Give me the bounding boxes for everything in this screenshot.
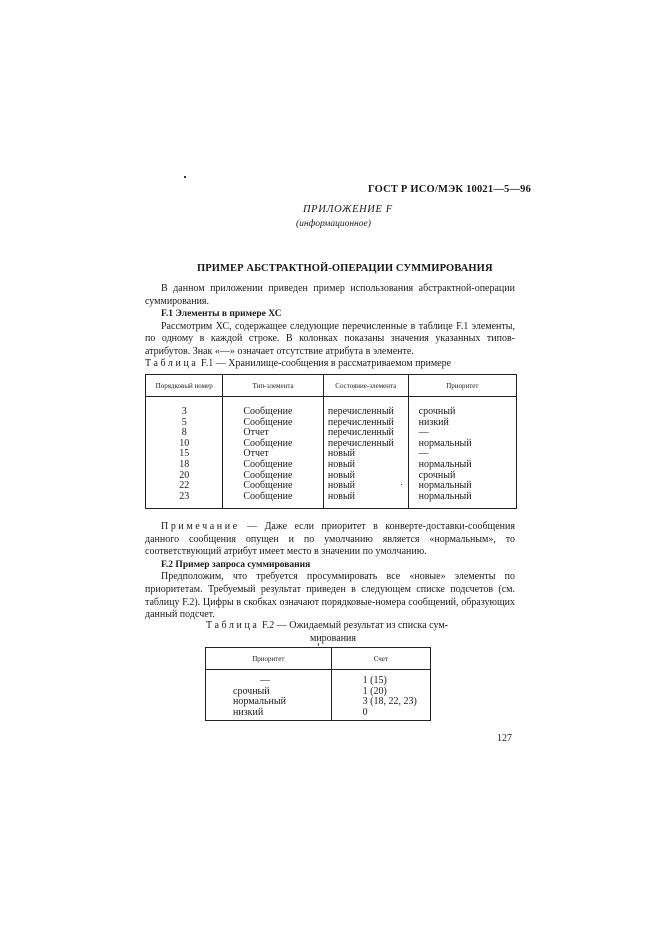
section-f2-title: F.2 Пример запроса суммирования — [161, 559, 311, 570]
table-cell: — — [418, 427, 429, 439]
table-cell: перечисленный — [327, 406, 394, 417]
table-cell: 1 (15) — [362, 675, 387, 686]
table1-col-state — [323, 397, 408, 509]
table-cell: новый — [327, 448, 356, 460]
table-cell: новый — [327, 480, 356, 492]
table-cell: низкий — [233, 706, 264, 718]
table1-caption-prefix: Таблица — [145, 358, 199, 369]
table-cell: 22 — [179, 480, 190, 492]
table-cell: перечисленный — [327, 437, 394, 449]
table-cell: 8 — [181, 427, 187, 439]
table2-header-priority: Приоритет — [206, 648, 332, 670]
table-cell: — — [260, 675, 270, 686]
appendix-note: (информационное) — [296, 219, 371, 229]
table1-col-priority — [408, 397, 516, 509]
table-cell: 15 — [179, 448, 190, 460]
table-cell: 23 — [179, 490, 190, 502]
section-f2-text: Предположим, что требуется просуммировать все «новые» элементы по приоритетам. Требуемый результат приведен в следующем списке подсчетов (см. таблицу F.2). Цифры в скобках означают порядковые-номера сообщений, образующих данный подсчет. — [145, 571, 515, 621]
table2 — [205, 647, 431, 721]
table-cell: срочный — [418, 469, 456, 481]
table-cell: 10 — [179, 437, 190, 449]
table-cell: нормальный — [418, 437, 472, 449]
table-cell: Сообщение — [243, 416, 293, 428]
table-cell: низкий — [418, 416, 449, 428]
table-cell: Сообщение — [243, 458, 293, 470]
table-cell: новый — [327, 490, 356, 502]
table2-col-count — [331, 670, 430, 721]
table-cell: нормальный — [418, 480, 472, 492]
table1 — [145, 374, 517, 509]
table-cell: нормальный — [418, 490, 472, 502]
table-cell: новый — [327, 469, 356, 481]
intro-paragraph: В данном приложении приведен пример использования абстрактной-операции суммирования. — [145, 283, 515, 307]
scan-speck — [184, 176, 186, 178]
table-cell: Сообщение — [243, 480, 293, 492]
note-and-f2-block — [145, 521, 515, 622]
table-cell: 18 — [179, 458, 190, 470]
page-title: ПРИМЕР АБСТРАКТНОЙ-ОПЕРАЦИИ СУММИРОВАНИЯ — [197, 263, 493, 274]
table-cell: 0 — [362, 706, 368, 718]
table-cell: 20 — [179, 469, 190, 481]
table2-col-priority — [206, 670, 332, 721]
table1-header-number: Порядковый номер — [146, 375, 223, 397]
table-cell: Отчет — [243, 448, 269, 460]
table2-caption-prefix: Таблица — [206, 620, 260, 631]
table1-header-state: Состояние-элемента — [323, 375, 408, 397]
appendix-label: ПРИЛОЖЕНИЕ F — [303, 204, 393, 215]
table-cell: 5 — [181, 416, 187, 428]
table-cell: Сообщение — [243, 406, 293, 417]
table1-caption-text: F.1 — Хранилище-сообщения в рассматриваемом примере — [200, 358, 452, 369]
table1-header-type: Тип-элемента — [223, 375, 324, 397]
table-cell: Сообщение — [243, 437, 293, 449]
table1-header-priority: Приоритет — [408, 375, 516, 397]
table2-header-count: Счет — [331, 648, 430, 670]
note-label: Примечание — [161, 521, 240, 532]
note-text: — Даже если приоритет в конверте-доставки-сообщения данного сообщения опущен и по умолчанию является «нормальным», то соответствующий атрибут имеет место в значении по умолчанию. — [145, 521, 515, 558]
table-cell: 3 (18, 22, 23) — [362, 696, 417, 708]
table1-caption — [145, 358, 451, 369]
table-cell: 1 (20) — [362, 685, 387, 697]
table1-col-number — [146, 397, 223, 509]
table-cell: перечисленный — [327, 416, 394, 428]
table-cell: нормальный — [233, 696, 286, 708]
table1-col-type — [223, 397, 324, 509]
page-number: 127 — [497, 733, 512, 744]
section-f1-title: F.1 Элементы в примере ХС — [161, 309, 282, 320]
table-cell: — — [418, 448, 429, 460]
table2-caption-line2: мирования — [310, 632, 357, 644]
table-cell: 3 — [181, 406, 187, 417]
table-cell: новый — [327, 458, 356, 470]
table-cell: нормальный — [418, 458, 472, 470]
table-cell: перечисленный — [327, 427, 394, 439]
table-cell: Сообщение — [243, 490, 293, 502]
document-code: ГОСТ Р ИСО/МЭК 10021—5—96 — [368, 184, 532, 195]
note-paragraph — [145, 521, 515, 559]
table2-caption — [206, 620, 448, 645]
table-cell: срочный — [233, 685, 270, 697]
table-cell: срочный — [418, 406, 456, 417]
section-f1-text: Рассмотрим ХС, содержащее следующие перечисленные в таблице F.1 элементы, по одному в каждой строке. В колонках показаны значения указанных типов-атрибутов. Знак «—» означает отсутствие атрибута в элементе. — [145, 320, 515, 357]
table2-caption-line1: F.2 — Ожидаемый результат из списка сум- — [261, 620, 449, 631]
table-cell: Сообщение — [243, 469, 293, 481]
table-cell: Отчет — [243, 427, 269, 439]
intro-block — [145, 283, 515, 359]
